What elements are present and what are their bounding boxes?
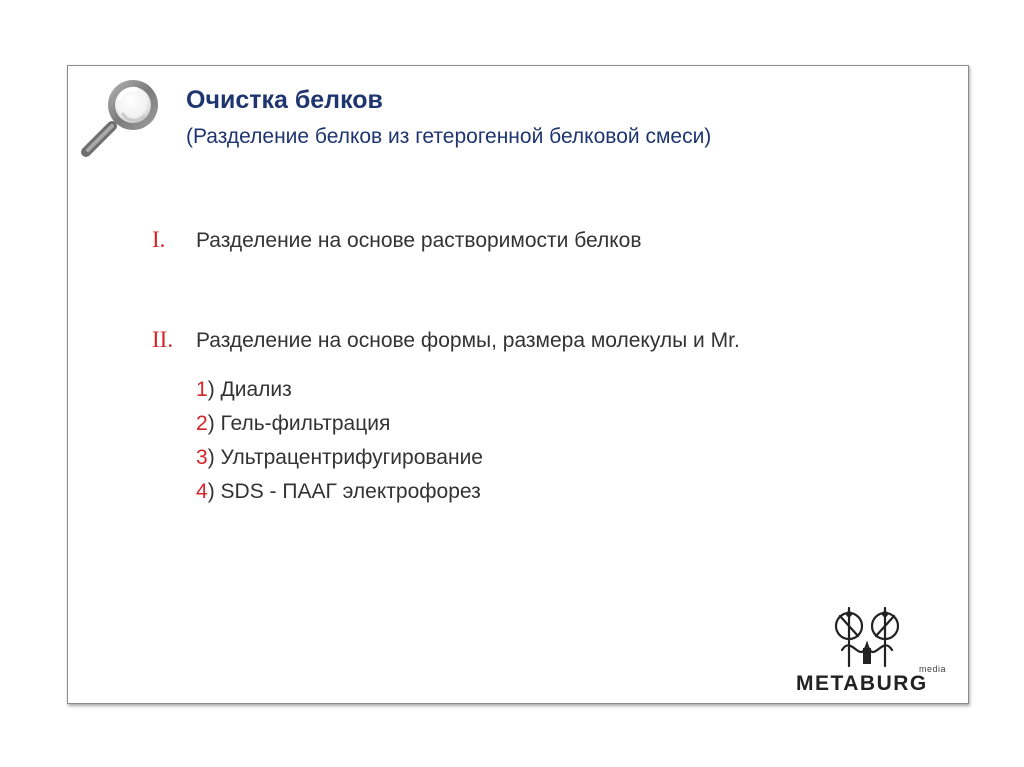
item-text: ) SDS - ПААГ электрофорез [207, 480, 481, 503]
section-solubility [152, 228, 642, 251]
slide-subtitle: (Разделение белков из гетерогенной белковой смеси) [186, 125, 712, 148]
magnifying-glass-icon [76, 74, 170, 160]
item-text: ) Диализ [207, 378, 292, 401]
item-text: ) Гель-фильтрация [207, 412, 391, 435]
list-item [196, 475, 483, 509]
logo-wordmark: METABURG [796, 672, 928, 695]
slide-frame [67, 65, 969, 704]
metaburg-emblem-icon [832, 604, 902, 670]
section-shape-size [152, 328, 740, 351]
section-text: Разделение на основе формы, размера молекулы и Mr. [196, 329, 740, 352]
section-text: Разделение на основе растворимости белков [196, 229, 642, 252]
item-number: 4 [196, 480, 208, 503]
metaburg-logo [796, 604, 956, 696]
section-numeral: II. [152, 327, 174, 352]
slide-title: Очистка белков [186, 86, 383, 114]
item-number: 1 [196, 378, 208, 401]
item-text: ) Ультрацентрифугирование [207, 446, 483, 469]
list-item [196, 441, 483, 475]
list-item [196, 407, 483, 441]
item-number: 3 [196, 446, 208, 469]
list-item [196, 373, 483, 407]
item-number: 2 [196, 412, 208, 435]
section-numeral: I. [152, 227, 166, 252]
logo-tag: media [919, 664, 947, 674]
methods-list [196, 373, 483, 509]
